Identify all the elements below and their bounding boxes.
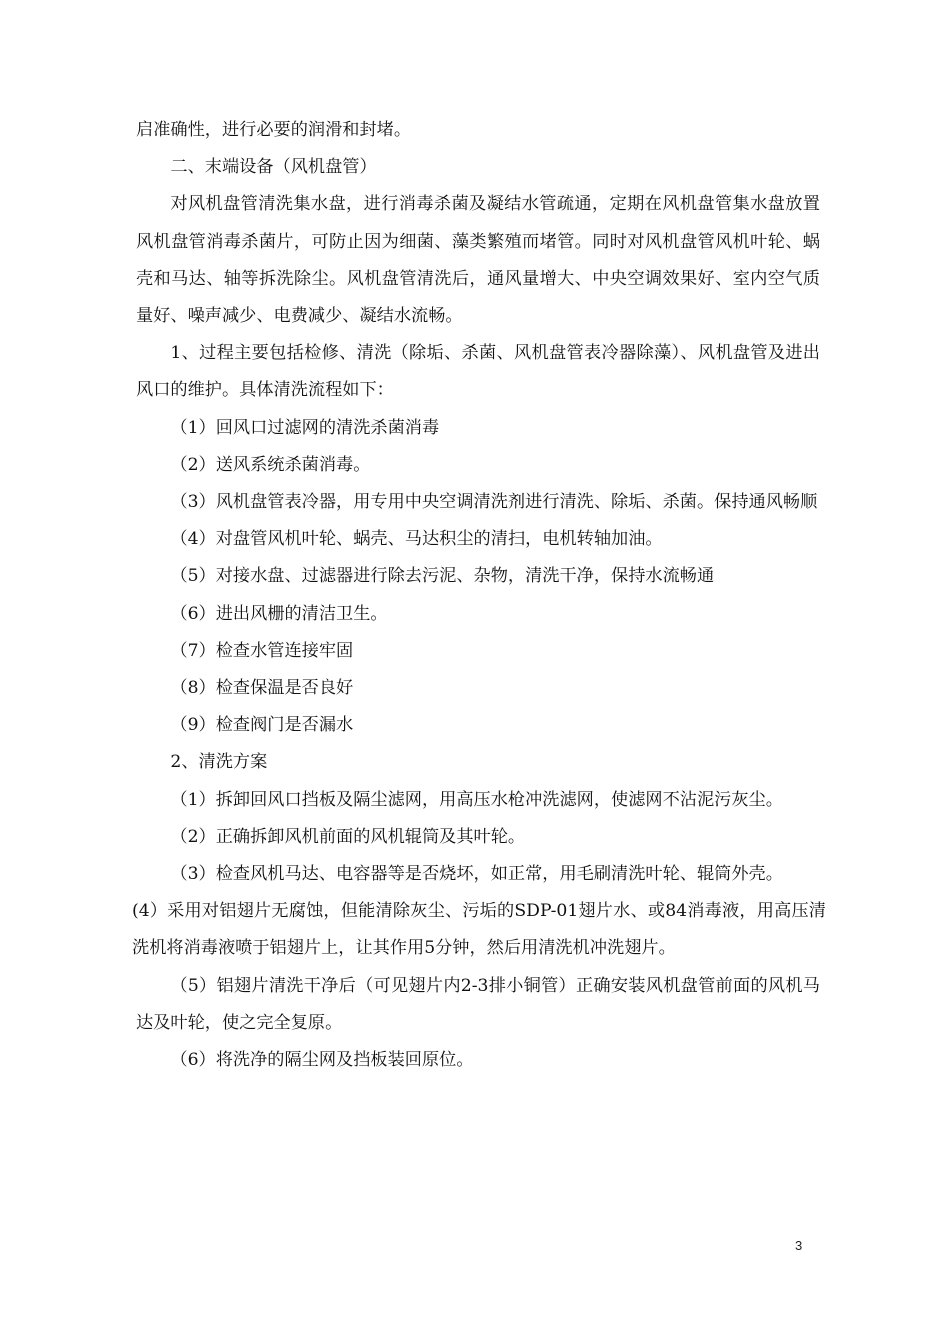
process-step-1: （1）回风口过滤网的清洗杀菌消毒 [170, 417, 440, 438]
process-step-3: （3）风机盘管表冷器，用专用中央空调清洗剂进行清洗、除垢、杀菌。保持通风畅顺 [170, 492, 818, 513]
page-number: 3 [795, 1238, 803, 1253]
plan-step-4: (4）采用对铝翅片无腐蚀，但能清除灰尘、污垢的SDP-01翅片水、或84消毒液，用高压清洗机将消毒液喷于铝翅片上，让其作用5分钟，然后用清洗机冲洗翅片。 [132, 901, 826, 959]
paragraph-process-overview: 1、过程主要包括检修、清洗（除垢、杀菌、风机盘管表冷器除藻）、风机盘管及进出风口的维护。具体清洗流程如下： [136, 343, 820, 401]
section-heading-cleaning-plan: 2、清洗方案 [170, 752, 268, 773]
plan-step-3: （3）检查风机马达、电容器等是否烧坏，如正常，用毛刷清洗叶轮、辊筒外壳。 [170, 864, 783, 885]
plan-step-6: （6）将洗净的隔尘网及挡板装回原位。 [170, 1050, 474, 1071]
process-step-4: （4）对盘管风机叶轮、蜗壳、马达积尘的清扫，电机转轴加油。 [170, 529, 663, 550]
plan-step-5: （5）铝翅片清洗干净后（可见翅片内2-3排小铜管）正确安装风机盘管前面的风机马达及叶轮，使之完全复原。 [136, 975, 820, 1033]
process-step-6: （6）进出风栅的清洁卫生。 [170, 603, 388, 624]
process-step-9: （9）检查阀门是否漏水 [170, 715, 354, 736]
process-step-2: （2）送风系统杀菌消毒。 [170, 454, 371, 475]
paragraph-fan-coil-cleaning: 对风机盘管清洗集水盘，进行消毒杀菌及凝结水管疏通，定期在风机盘管集水盘放置风机盘管消毒杀菌片，可防止因为细菌、藻类繁殖而堵管。同时对风机盘管风机叶轮、蜗壳和马达、轴等拆洗除尘。风机盘管清洗后，通风量增大、中央空调效果好、室内空气质量好、噪声减少、电费减少、凝结水流畅。 [136, 194, 820, 327]
process-step-8: （8）检查保温是否良好 [170, 678, 354, 699]
page-body [132, 112, 826, 1079]
plan-step-1: （1）拆卸回风口挡板及隔尘滤网，用高压水枪冲洗滤网，使滤网不沾泥污灰尘。 [170, 789, 783, 810]
process-step-5: （5）对接水盘、过滤器进行除去污泥、杂物，清洗干净，保持水流畅通 [170, 566, 715, 587]
plan-step-2: （2）正确拆卸风机前面的风机辊筒及其叶轮。 [170, 826, 526, 847]
process-step-7: （7）检查水管连接牢固 [170, 640, 354, 661]
paragraph-continuation: 启准确性，进行必要的润滑和封堵。 [136, 120, 412, 140]
section-heading-terminal-equipment: 二、末端设备（风机盘管） [170, 157, 377, 178]
